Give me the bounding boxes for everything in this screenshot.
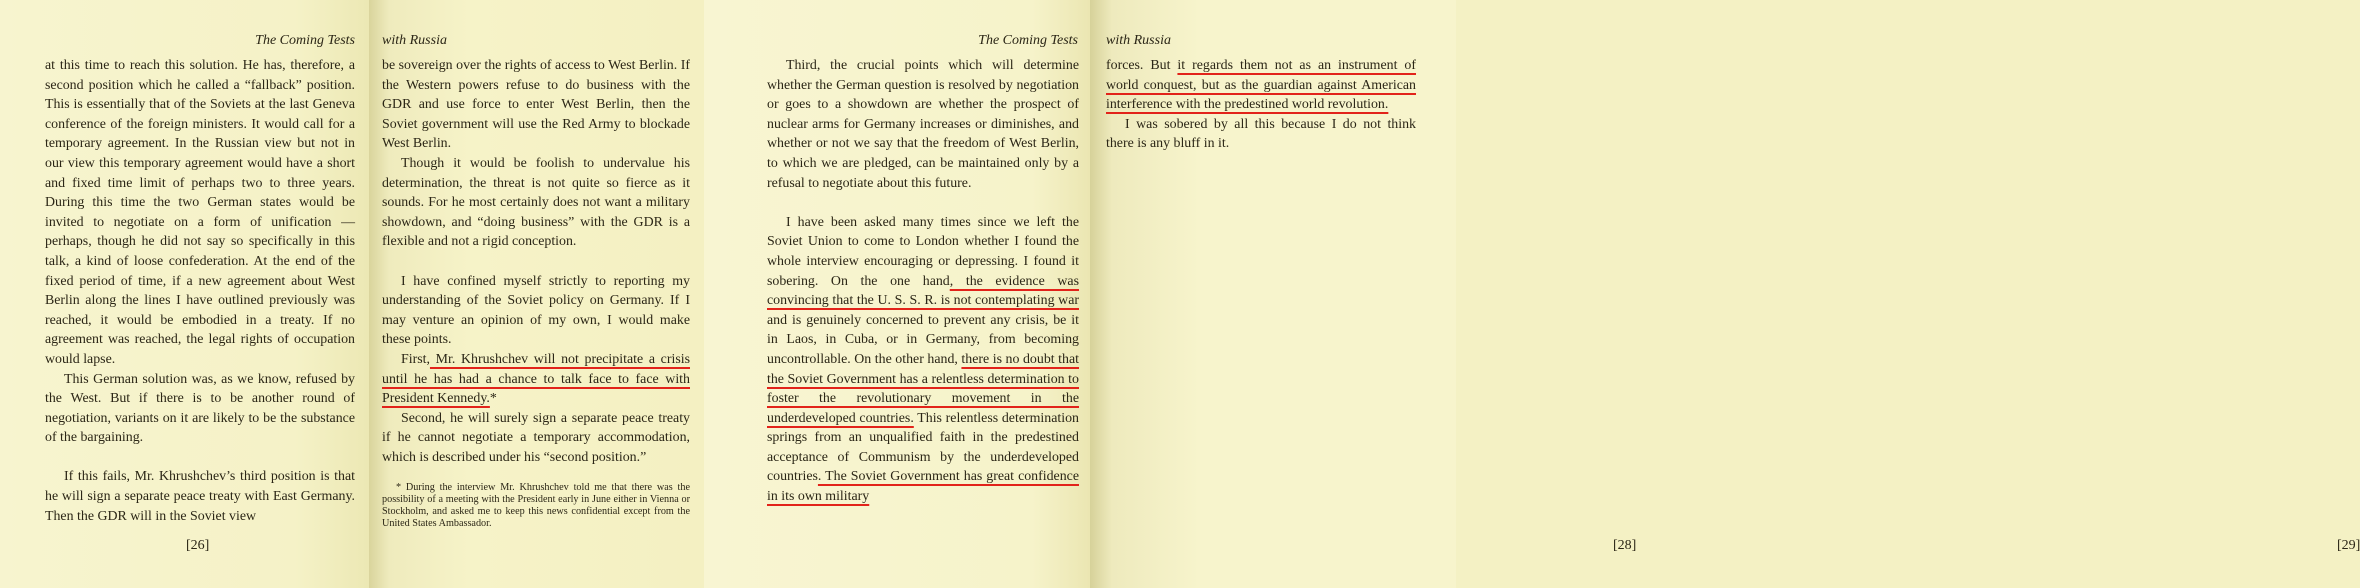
running-header: The Coming Tests [978,33,1078,48]
paragraph-sobering [767,213,1079,507]
text-span: I have been asked many times since we left the Soviet Union to come to London whether I found the whole interview encouraging or depressing. I found it sobering. On the one hand [767,214,1079,289]
paragraph: Third, the crucial points which will determine whether the German question is resolved by negotiation or goes to a showdown are whether the prospect of nuclear arms for Germany increases or diminishes, and whether or not we say that the freedom of West Berlin, to which we are pledged, can be maintained only by a refusal to negotiate about this future. [767,58,1079,191]
body-text [767,56,1079,507]
underlined-passage: Mr. Khrushchev will not precipitate a crisis until he has had a chance to talk face to face with President Kennedy. [382,351,690,407]
body-text [382,56,690,467]
page-number: [28] [1613,538,1637,553]
page-number: [29] [2337,538,2360,553]
text-span: This relentless determination springs from an unqualified faith in the predestined acceptance of Communism by the underdeveloped countries [767,410,1079,485]
paragraph: Though it would be foolish to undervalue his determination, the threat is not quite so fierce as it sounds. For he most certainly does not want a military showdown, and “doing business” with the GDR is a flexible and not a rigid conception. [382,155,690,250]
footnote [382,482,690,530]
text-span: forces. But [1106,58,1178,73]
page-26 [0,0,369,588]
running-header: with Russia [1106,33,1171,48]
paragraph: be sovereign over the rights of access to West Berlin. If the Western powers refuse to do business with the GDR and use force to enter West Berlin, then the Soviet government will use the Red Army to blockade West Berlin. [382,58,690,152]
running-header: The Coming Tests [255,33,355,48]
body-text [1106,56,1416,154]
footnote-text: * During the interview Mr. Khrushchev told me that there was the possibility of a meeting with the President early in June either in Vienna or Stockholm, and asked me to keep this news confidential except from the United States Ambassador. [382,482,690,529]
page-number: [26] [186,538,210,553]
underlined-passage: , the evidence was convincing that the U. S. S. R. is not contemplating war [767,273,1079,309]
paragraph: I was sobered by all this because I do not think there is any bluff in it. [1106,116,1416,152]
body-text [45,56,355,526]
lead-word: First, [401,351,430,367]
paragraph [1106,56,1416,115]
paragraph: at this time to reach this solution. He has, therefore, a second position which he called a “fallback” position. This is essentially that of the Soviets at the last Geneva conference of the foreign ministers. It would call for a temporary agreement. In the Russian view but not in our view this temporary agreement would have a short and fixed time limit of perhaps two to three years. During this time the two German states would be invited to negotiate on a form of unification — perhaps, though he did not say so specifically in this talk, a kind of loose confederation. At the end of the fixed period of time, if a new agreement about West Berlin along the lines I have outlined previously was reached, it would be embodied in a treaty. If no agreement was reached, the legal rights of occupation would lapse. [45,58,355,367]
paragraph: This German solution was, as we know, refused by the West. But if there is to be another round of negotiation, variants on it are likely to be the substance of the bargaining. [45,371,355,446]
footnote-mark: * [489,391,497,407]
paragraph: If this fails, Mr. Khrushchev’s third position is that he will sign a separate peace treaty with East Germany. Then the GDR will in the Soviet view [45,469,355,524]
paragraph: Second, he will surely sign a separate peace treaty if he cannot negotiate a temporary accommodation, which is described under his “second position.” [382,410,690,465]
paragraph-first-point [382,350,690,409]
paragraph: I have confined myself strictly to reporting my understanding of the Soviet policy on Germany. If I may venture an opinion of my own, I would make these points. [382,273,690,348]
running-header: with Russia [382,33,447,48]
text-span: and is genuinely concerned to prevent any crisis, be it in Laos, in Cuba, or in Germany, from becoming uncontrollable. On the other hand, [767,312,1079,367]
underlined-passage: . The Soviet Government has great confidence in its own military [767,469,1079,505]
underlined-passage: there is no doubt that the Soviet Government has a relentless determination to foster the revolutionary movement in the underdeveloped countries. [767,351,1080,426]
underlined-passage: it regards them not as an instrument of world conquest, but as the guardian against American interference with the predestined world revolution. [1106,58,1416,113]
page-27 [369,0,705,588]
